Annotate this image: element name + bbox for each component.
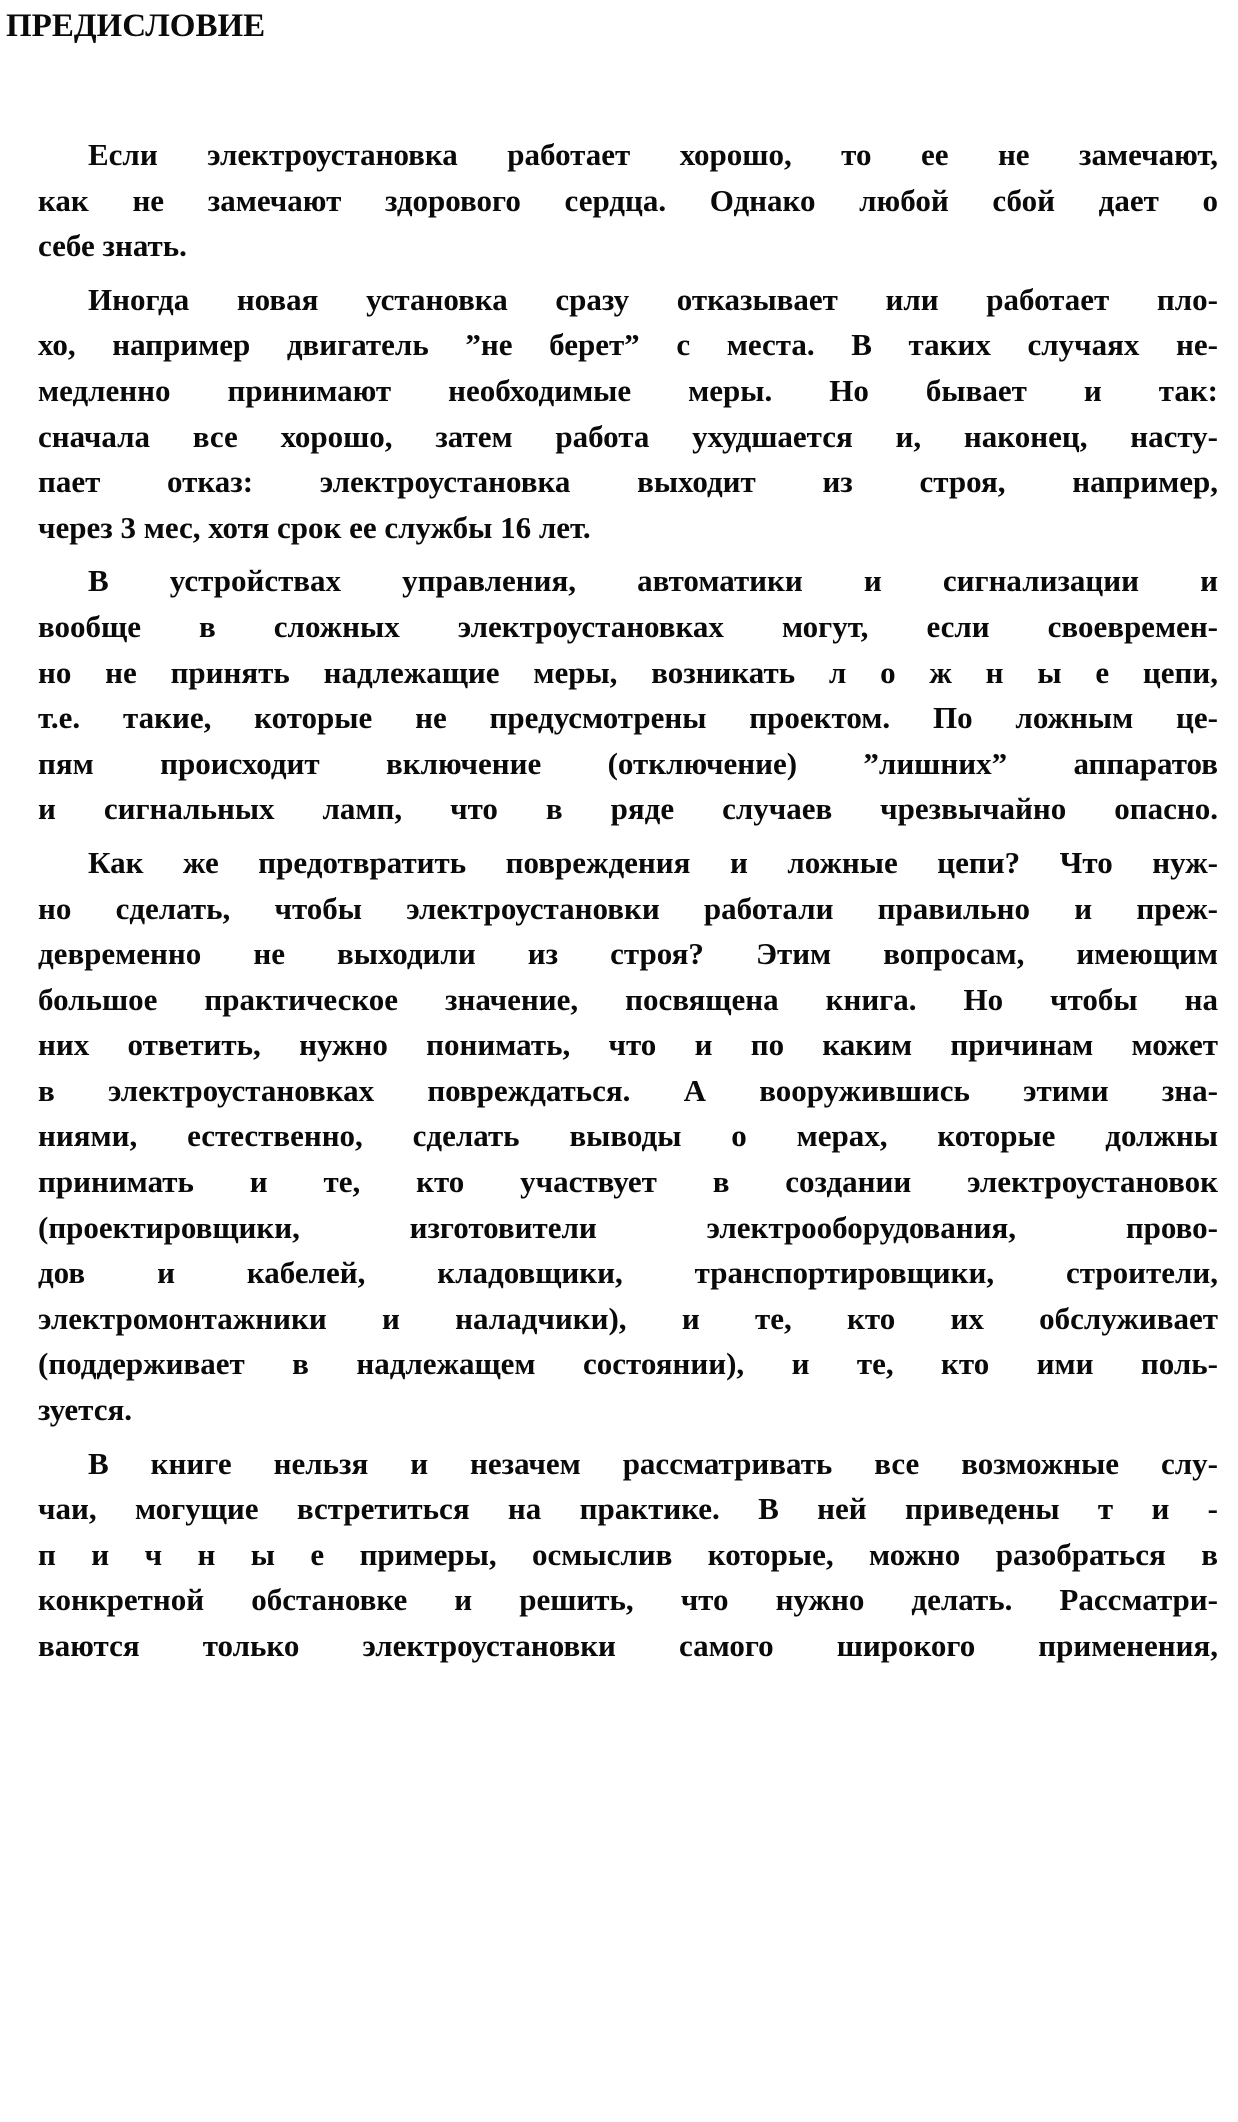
paragraph-1	[38, 132, 1218, 269]
text-line: п и ч н ы е примеры, осмыслив которые, можно разобраться в	[38, 1536, 1218, 1572]
text-line: девременно не выходили из строя? Этим вопросам, имеющим	[38, 936, 1218, 972]
text-line: в электроустановках повреждаться. А вооружившись этими зна-	[38, 1072, 1218, 1108]
text-line: сначала все хорошо, затем работа ухудшается и, наконец, насту-	[38, 418, 1218, 454]
paragraph-2	[38, 277, 1218, 551]
text-line: как не замечают здорового сердца. Однако любой сбой дает о	[38, 182, 1218, 218]
text-line: электромонтажники и наладчики), и те, кто их обслуживает	[38, 1300, 1218, 1336]
text-line: пает отказ: электроустановка выходит из строя, например,	[38, 464, 1218, 500]
text-line: себе знать.	[38, 228, 187, 264]
text-line: В устройствах управления, автоматики и сигнализации и	[88, 563, 1218, 599]
text-line: через 3 мес, хотя срок ее службы 16 лет.	[38, 509, 591, 545]
text-line: медленно принимают необходимые меры. Но бывает и так:	[38, 372, 1218, 408]
text-line: пям происходит включение (отключение) ”лишних” аппаратов	[38, 745, 1218, 781]
text-line: вообще в сложных электроустановках могут, если своевремен-	[38, 608, 1218, 644]
text-line: большое практическое значение, посвящена книга. Но чтобы на	[38, 981, 1218, 1017]
text-line: ваются только электроустановки самого широкого применения,	[38, 1628, 1218, 1663]
text-line: дов и кабелей, кладовщики, транспортировщики, строители,	[38, 1255, 1218, 1291]
text-line: конкретной обстановке и решить, что нужно делать. Рассматри-	[38, 1582, 1218, 1618]
text-line: Если электроустановка работает хорошо, то ее не замечают,	[88, 137, 1218, 172]
text-line: но не принять надлежащие меры, возникать л о ж н ы е цепи,	[38, 654, 1218, 690]
paragraph-5	[38, 1441, 1218, 1669]
text-line: принимать и те, кто участвует в создании электроустановок	[38, 1164, 1218, 1200]
text-line: Иногда новая установка сразу отказывает или работает пло-	[88, 281, 1218, 317]
text-line: (поддерживает в надлежащем состоянии), и те, кто ими поль-	[38, 1346, 1218, 1382]
paragraph-4	[38, 840, 1218, 1433]
page-body	[38, 132, 1218, 1677]
text-line: Как же предотвратить повреждения и ложные цепи? Что нуж-	[88, 844, 1218, 880]
text-line: но сделать, чтобы электроустановки работали правильно и преж-	[38, 890, 1218, 926]
paragraph-3	[38, 558, 1218, 832]
text-line: зуется.	[38, 1392, 132, 1428]
text-line: хо, например двигатель ”не берет” с места. В таких случаях не-	[38, 327, 1218, 363]
text-line: В книге нельзя и незачем рассматривать все возможные слу-	[88, 1445, 1218, 1481]
text-line: чаи, могущие встретиться на практике. В ней приведены т и -	[38, 1491, 1218, 1527]
text-line: них ответить, нужно понимать, что и по каким причинам может	[38, 1027, 1218, 1063]
text-line: и сигнальных ламп, что в ряде случаев чрезвычайно опасно.	[38, 791, 1218, 827]
text-line: т.е. такие, которые не предусмотрены проектом. По ложным це-	[38, 700, 1218, 736]
text-line: (проектировщики, изготовители электрооборудования, прово-	[38, 1209, 1218, 1245]
text-line: ниями, естественно, сделать выводы о мерах, которые должны	[38, 1118, 1218, 1154]
page-title: ПРЕДИСЛОВИЕ	[6, 8, 266, 44]
